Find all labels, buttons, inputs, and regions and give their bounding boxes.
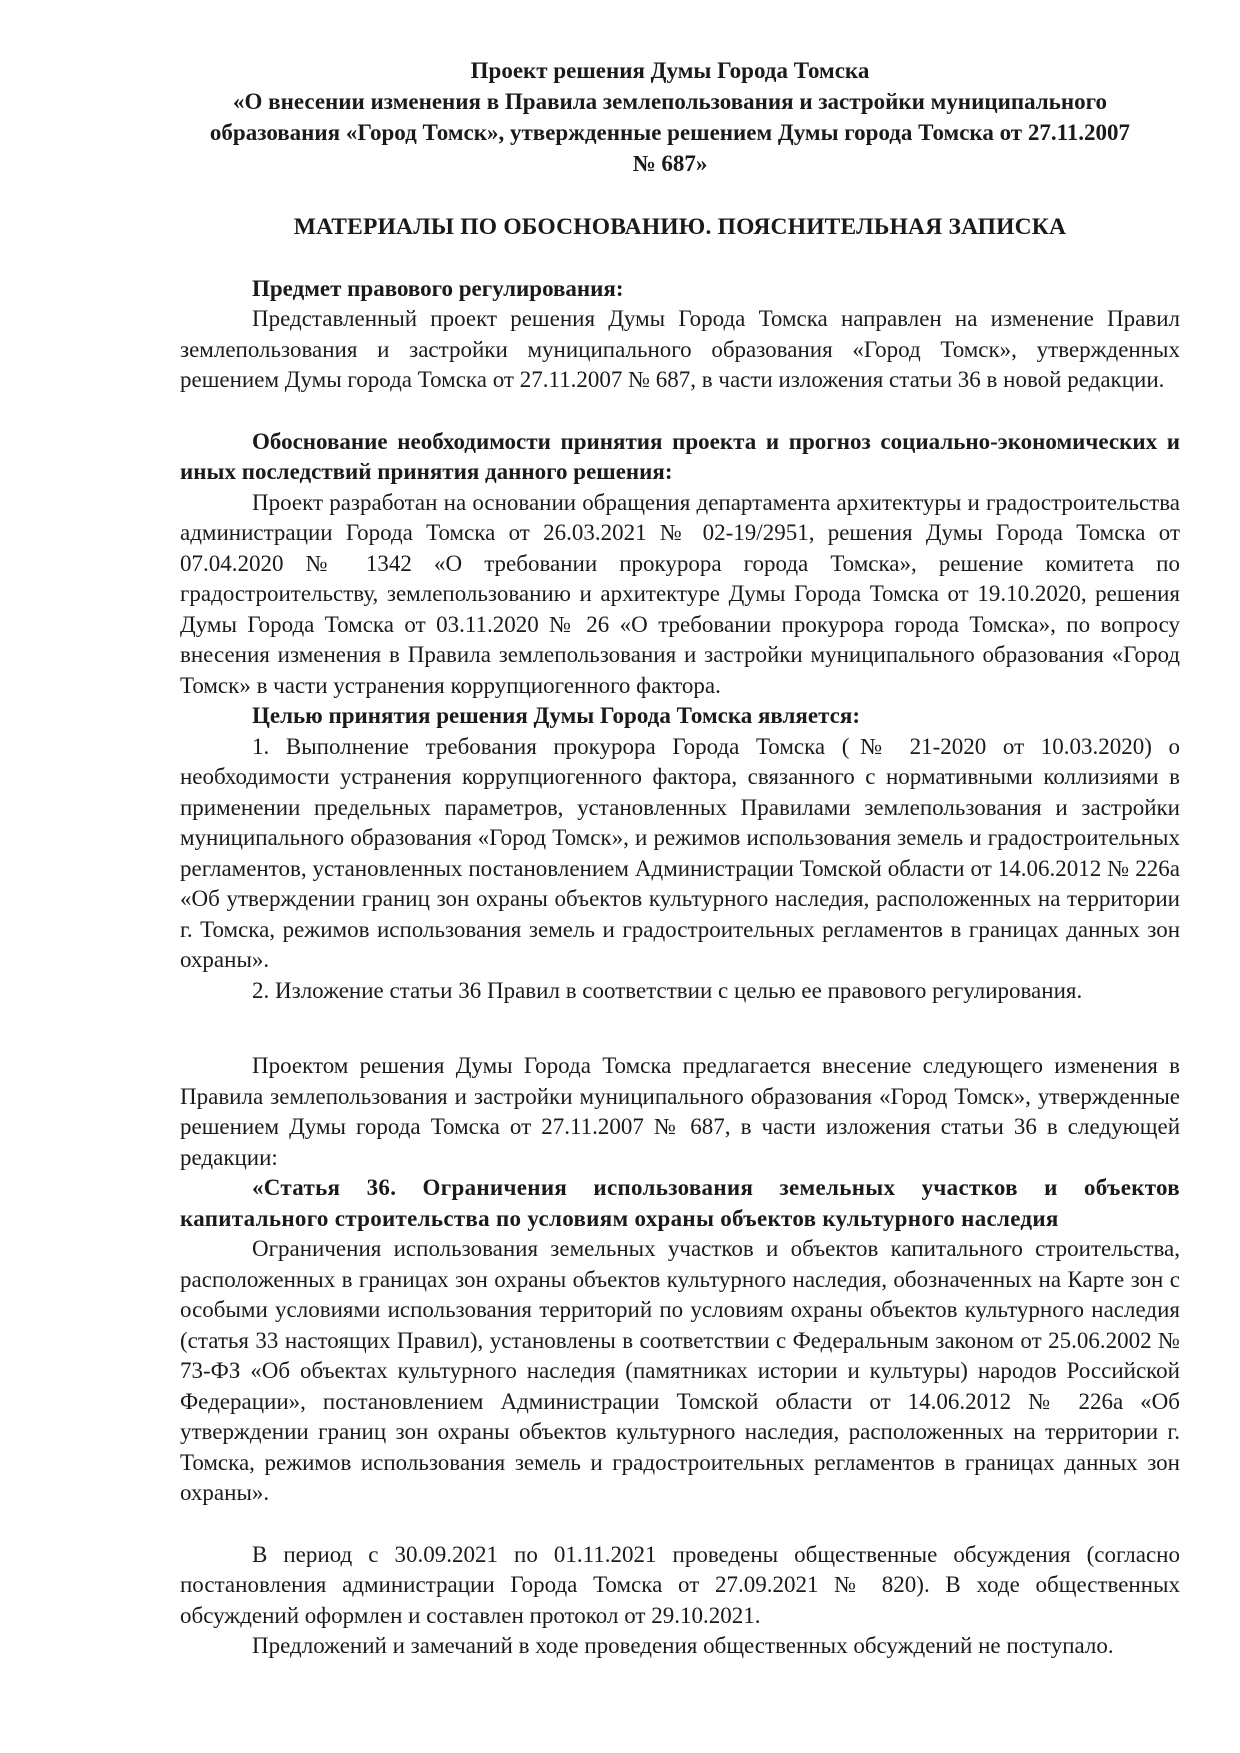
title-line-3: образования «Город Томск», утвержденные решением Думы города Томска от 27.11.2007 xyxy=(209,120,1131,145)
goal-item-1: 1. Выполнение требования прокурора Города Томска (№ 21-2020 от 10.03.2020) о необходимости устранения коррупциогенного фактора, связанного с нормативными коллизиями в применении предельных параметров, установленных Правилами землепользования и застройки муниципального образования «Город Томск», и режимов использования земель и градостроительных регламентов, установленных постановлением Администрации Томской области от 14.06.2012 № 226а «Об утверждении границ зон охраны объектов культурного наследия, расположенных на территории г. Томска, режимов использования земель и градостроительных регламентов в границах данных зон охраны». xyxy=(180,733,1180,972)
document-title xyxy=(160,55,1180,179)
article-36-heading: «Статья 36. Ограничения использования земельных участков и объектов капитального строительства по условиям охраны объектов культурного наследия xyxy=(180,1175,1180,1231)
document-page xyxy=(180,55,1180,1662)
discussion-text: В период с 30.09.2021 по 01.11.2021 проведены общественные обсуждения (согласно постановления администрации Города Томска от 27.09.2021 № 820). В ходе общественных обсуждений оформлен и составлен протокол от 29.10.2021. xyxy=(180,1541,1180,1628)
title-line-4: № 687» xyxy=(632,151,708,176)
subject-heading: Предмет правового регулирования: xyxy=(252,275,624,301)
article-36-text: Ограничения использования земельных участков и объектов капитального строительства, расположенных в границах зон охраны объектов культурного наследия, обозначенных на Карте зон с особыми условиями использования территорий по условиям охраны объектов культурного наследия (статья 33 настоящих Правил), установлены в соответствии с Федеральным законом от 25.06.2002 № 73-ФЗ «Об объектах культурного наследия (памятниках истории и культуры) народов Российской Федерации», постановлением Администрации Томской области от 14.06.2012 № 226а «Об утверждении границ зон охраны объектов культурного наследия, расположенных на территории г. Томска, режимов использования земель и градостроительных регламентов в границах данных зон охраны». xyxy=(180,1236,1180,1505)
section-title: МАТЕРИАЛЫ ПО ОБОСНОВАНИЮ. ПОЯСНИТЕЛЬНАЯ ЗАПИСКА xyxy=(293,214,1067,240)
goal-heading: Целью принятия решения Думы Города Томска является: xyxy=(252,703,860,728)
title-line-1: Проект решения Думы Города Томска xyxy=(470,58,870,83)
justification-text: Проект разработан на основании обращения департамента архитектуры и градостроительства администрации Города Томска от 26.03.2021 № 02-19/2951, решения Думы Города Томска от 07.04.2020 № 1342 «О требовании прокурора города Томска», решение комитета по градостроительству, землепользованию и архитектуре Думы Города Томска от 19.10.2020, решения Думы Города Томска от 03.11.2020 № 26 «О требовании прокурора города Томска», по вопросу внесения изменения в Правила землепользования и застройки муниципального образования «Город Томск» в части устранения коррупциогенного фактора. xyxy=(180,489,1180,698)
goal-item-2: 2. Изложение статьи 36 Правил в соответствии с целью ее правового регулирования. xyxy=(252,977,1083,1003)
proposal-text: Проектом решения Думы Города Томска предлагается внесение следующего изменения в Правила землепользования и застройки муниципального образования «Город Томск», утвержденные решением Думы города Томска от 27.11.2007 № 687, в части изложения статьи 36 в следующей редакции: xyxy=(180,1053,1180,1170)
justification-heading: Обоснование необходимости принятия проекта и прогноз социально-экономических и иных последствий принятия данного решения: xyxy=(180,428,1180,484)
subject-text: Представленный проект решения Думы Города Томска направлен на изменение Правил землепользования и застройки муниципального образования «Город Томск», утвержденных решением Думы города Томска от 27.11.2007 № 687, в части изложения статьи 36 в новой редакции. xyxy=(180,306,1180,392)
title-line-2: «О внесении изменения в Правила землепользования и застройки муниципального xyxy=(233,89,1107,114)
discussion-result: Предложений и замечаний в ходе проведения общественных обсуждений не поступало. xyxy=(252,1633,1114,1658)
